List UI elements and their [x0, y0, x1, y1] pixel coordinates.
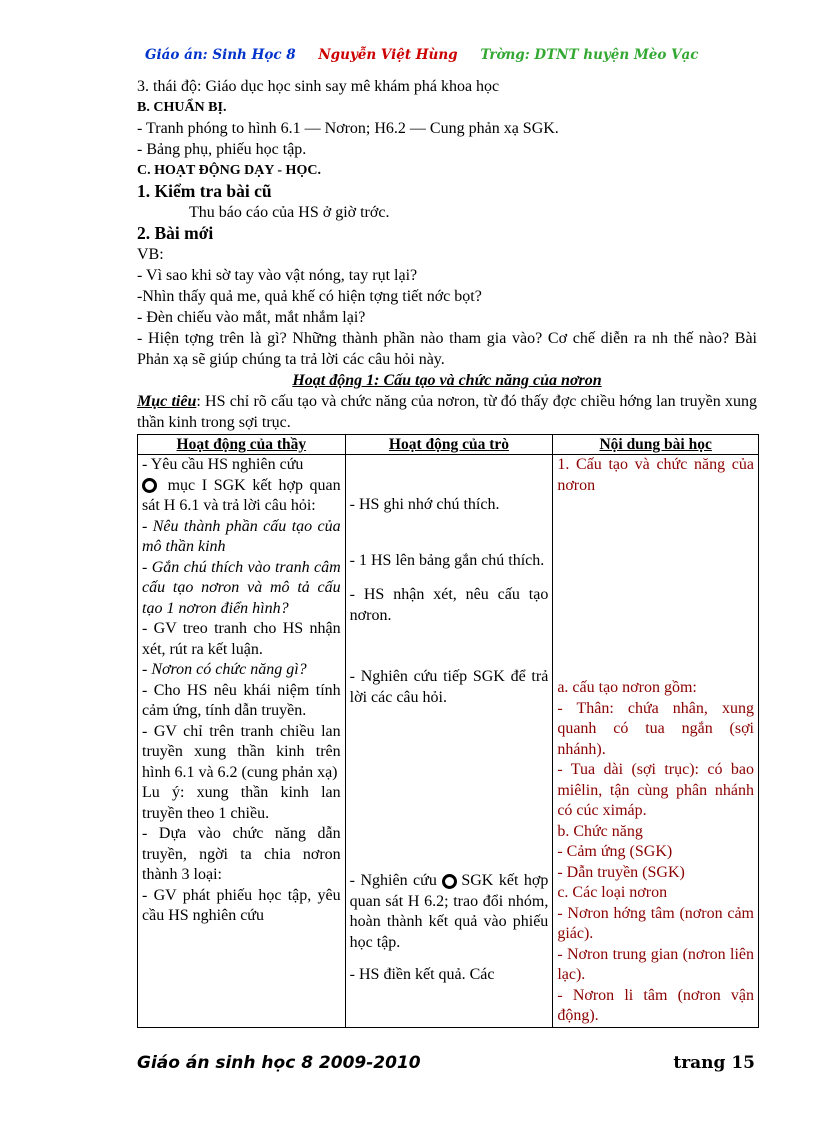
vb-label: VB:: [137, 246, 164, 263]
prep-item: - Tranh phóng to hình 6.1 — Nơron; H6.2 — Cung phản xạ SGK.: [137, 120, 559, 137]
teacher-step: - Cho HS nêu khái niệm tính cảm ứng, tính dẫn truyền.: [142, 681, 341, 719]
student-step: - HS nhận xét, nêu cấu tạo nơron.: [349, 586, 549, 624]
circle-bullet-icon: [142, 478, 157, 493]
new-lesson-heading: 2. Bài mới: [137, 223, 214, 243]
page-number: trang 15: [673, 1053, 755, 1073]
header-subject: Giáo án: Sinh Học 8: [145, 47, 296, 63]
check-text: Thu báo cáo của HS ở giờ trớc.: [189, 204, 390, 221]
content-item: - Thân: chứa nhân, xung quanh có tua ngắn (sợi nhánh).: [557, 699, 754, 758]
table-header-row: [138, 435, 759, 455]
question: - Hiện tợng trên là gì? Những thành phần nào tham gia vào? Cơ chế diễn ra nh thế nào? Bài Phản xạ sẽ giúp chúng ta trả lời các câu hỏi này.: [137, 330, 757, 368]
teacher-question: - Nêu thành phần cấu tạo của mô thần kinh: [142, 517, 341, 555]
teacher-note: Lu ý: xung thần kinh lan truyền theo 1 chiều.: [142, 784, 341, 822]
question: - Vì sao khi sờ tay vào vật nóng, tay rụt lại?: [137, 267, 418, 284]
teacher-cell: [138, 455, 346, 1028]
teacher-step: [142, 476, 341, 517]
content-heading: 1. Cấu tạo và chức năng của nơron: [557, 456, 754, 494]
student-cell: [345, 455, 553, 1028]
student-step: - HS ghi nhớ chú thích.: [349, 496, 500, 513]
content-item: - Nơron hớng tâm (nơron cảm giác).: [557, 904, 754, 942]
teacher-question: - Gắn chú thích vào tranh câm cấu tạo nơron và mô tả cấu tạo 1 nơron điển hình?: [142, 558, 341, 617]
content-item: - Cảm ứng (SGK): [557, 843, 673, 860]
teacher-step: - GV phát phiếu học tập, yêu cầu HS nghiên cứu: [142, 886, 341, 924]
page-footer: [137, 1053, 759, 1073]
prep-heading: B. CHUẨN BỊ.: [137, 100, 227, 115]
activities-heading: C. HOẠT ĐỘNG DẠY - HỌC.: [137, 163, 321, 178]
lesson-body: [137, 76, 757, 433]
col-header-teacher: Hoạt động của thầy: [138, 435, 346, 455]
table-row: [138, 455, 759, 1028]
student-step: - 1 HS lên bảng gắn chú thích.: [349, 551, 545, 569]
student-step-text: - Nghiên cứu: [349, 872, 437, 889]
question: - Đèn chiếu vào mắt, mắt nhắm lại?: [137, 309, 366, 326]
student-step: [350, 871, 549, 953]
prep-item: - Bảng phụ, phiếu học tập.: [137, 141, 307, 158]
teacher-step: - GV treo tranh cho HS nhận xét, rút ra kết luận.: [142, 620, 341, 658]
content-item: - Nơron li tâm (nơron vận động).: [557, 986, 754, 1024]
check-heading: 1. Kiểm tra bài cũ: [137, 181, 272, 201]
header-author: Nguyễn Việt Hùng: [318, 47, 458, 63]
content-item: - Dẫn truyền (SGK): [557, 863, 685, 881]
content-cell: [553, 455, 759, 1028]
goal-text: : HS chỉ rõ cấu tạo và chức năng của nơron, từ đó thấy đợc chiều hớng lan truyền xung thần kinh trong sợi trục.: [137, 393, 757, 431]
content-item: a. cấu tạo nơron gồm:: [557, 679, 697, 696]
footer-title: Giáo án sinh học 8 2009-2010: [137, 1053, 421, 1073]
content-item: c. Các loại nơron: [557, 884, 668, 901]
student-step: - Nghiên cứu tiếp SGK để trả lời các câu hỏi.: [349, 668, 549, 706]
header-school: Trờng: DTNT huyện Mèo Vạc: [480, 47, 699, 63]
teacher-question: - Nơron có chức năng gì?: [142, 661, 307, 678]
content-item: - Tua dài (sợi trục): có bao miêlin, tận cùng phân nhánh có cúc ximáp.: [557, 761, 754, 819]
teacher-step: - Dựa vào chức năng dẫn truyền, ngời ta chia nơron thành 3 loại:: [142, 825, 341, 883]
page-header: [145, 47, 765, 63]
teacher-step: - GV chỉ trên tranh chiều lan truyền xung thần kinh trên hình 6.1 và 6.2 (cung phản xạ): [142, 722, 341, 781]
teacher-step-text: mục I SGK kết hợp quan sát H 6.1 và trả lời câu hỏi:: [142, 476, 341, 514]
activity-title: Hoạt động 1: Cấu tạo và chức năng của nơron: [292, 372, 602, 389]
circle-bullet-icon: [442, 874, 457, 889]
teacher-step: - Yêu cầu HS nghiên cứu: [142, 456, 304, 473]
goal-label: Mục tiêu: [137, 393, 197, 410]
col-header-content: Nội dung bài học: [553, 435, 759, 455]
student-step: - HS điền kết quả. Các: [349, 966, 495, 983]
question: -Nhìn thấy quả me, quả khế có hiện tợng tiết nớc bọt?: [137, 288, 482, 305]
content-item: - Nơron trung gian (nơron liên lạc).: [557, 945, 754, 983]
attitude-line: 3. thái độ: Giáo dục học sinh say mê khám phá khoa học: [137, 78, 500, 95]
col-header-student: Hoạt động của trò: [345, 435, 553, 455]
student-step-text: SGK kết hợp quan sát H 6.2; trao đổi nhóm, hoàn thành kết quả vào phiếu học tập.: [349, 872, 549, 951]
activity-goal: [137, 391, 757, 433]
content-item: b. Chức năng: [557, 822, 643, 840]
lesson-table: [137, 434, 759, 1028]
